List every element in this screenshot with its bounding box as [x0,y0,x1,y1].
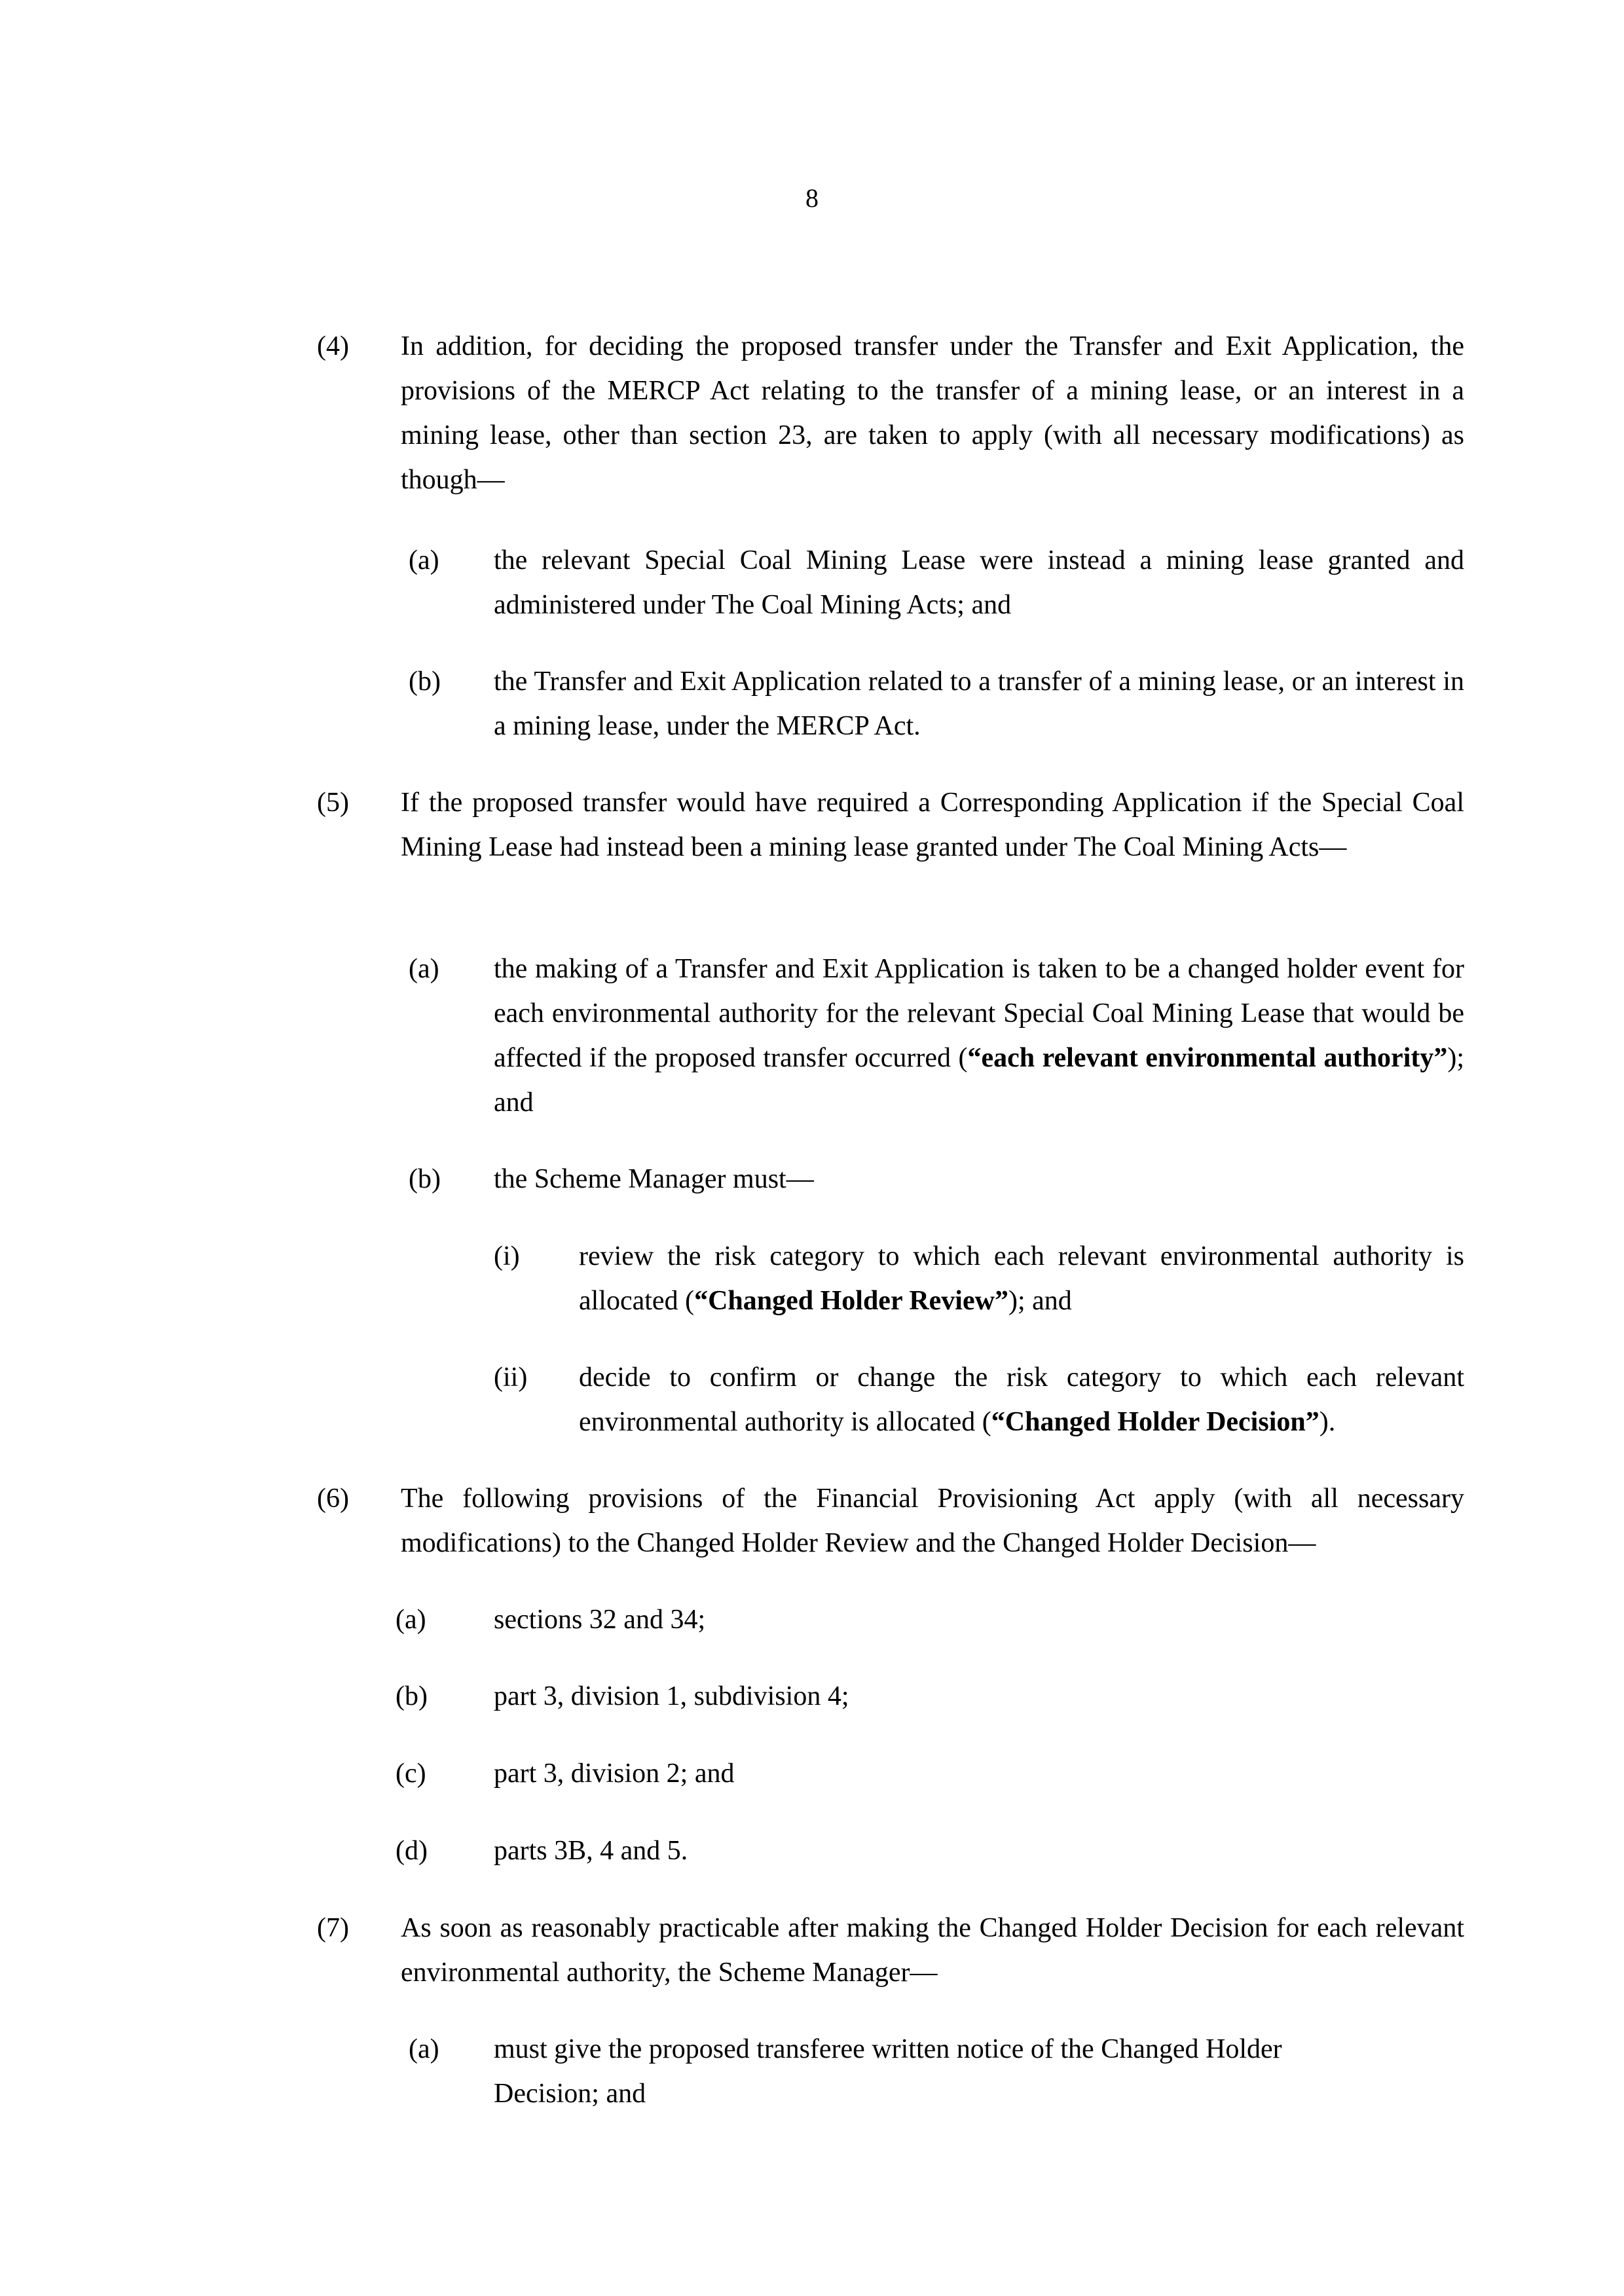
subsection-5-label: (5) [317,788,349,818]
subsection-6-d-label: (d) [396,1836,428,1866]
subsection-6-text: The following provisions of the Financial Provisioning Act apply (with all necessary modifications) to the Changed Holder Review and the Changed Holder Decision— [401,1484,1464,1558]
subsection-5-b-ii-label: (ii) [494,1362,528,1393]
subsection-7-label: (7) [317,1913,349,1943]
subsection-5-a-label: (a) [409,954,439,984]
subsection-6-a-text: sections 32 and 34; [494,1605,706,1635]
subsection-7-a-text: must give the proposed transferee written notice of the Changed Holder Decision; and [494,2034,1282,2109]
subsection-4-label: (4) [317,331,349,361]
subsection-5-b-text: the Scheme Manager must— [494,1164,814,1194]
subsection-6-label: (6) [317,1484,349,1514]
text-run: review the risk category to which each relevant environmental authority is allocated ( [579,1241,1464,1316]
text-run: ); and [1008,1286,1072,1316]
text-run: the making of a Transfer and Exit Application is taken to be a changed holder event for each environmental authority for the relevant Special Coal Mining Lease that would be affected if the proposed transfer occurred ( [494,954,1464,1073]
subsection-4-a-label: (a) [409,545,439,575]
subsection-7-text: As soon as reasonably practicable after making the Changed Holder Decision for each relevant environmental authority, the Scheme Manager— [401,1913,1464,1988]
subsection-5-text: If the proposed transfer would have required a Corresponding Application if the Special Coal Mining Lease had instead been a mining lease granted under The Coal Mining Acts— [401,788,1464,862]
defined-term-changed-holder-decision: “Changed Holder Decision” [991,1407,1320,1437]
subsection-6-d-text: parts 3B, 4 and 5. [494,1836,688,1866]
text-run: decide to confirm or change the risk category to which each relevant environmental authority is allocated ( [579,1362,1464,1437]
page-number: 8 [805,183,819,213]
subsection-5-a-text [494,947,1464,1125]
subsection-4-text: In addition, for deciding the proposed transfer under the Transfer and Exit Application, the provisions of the MERCP Act relating to the transfer of a mining lease, or an interest in a mining lease, other than section 23, are taken to apply (with all necessary modifications) as though— [401,331,1464,495]
defined-term-each-relevant-environmental-authority: “each relevant environmental authority” [967,1043,1448,1073]
subsection-6-a-label: (a) [396,1605,426,1635]
subsection-6-b-label: (b) [396,1681,428,1711]
subsection-5-b-label: (b) [409,1164,441,1194]
subsection-6-c-text: part 3, division 2; and [494,1758,735,1789]
subsection-6-c-label: (c) [396,1758,426,1789]
subsection-4-b-label: (b) [409,666,441,697]
subsection-4-b-text: the Transfer and Exit Application related to a transfer of a mining lease, or an interest in a mining lease, under the MERCP Act. [494,666,1464,741]
text-run: ); and [494,1043,1465,1118]
text-run: ). [1319,1407,1336,1437]
subsection-4-a-text: the relevant Special Coal Mining Lease were instead a mining lease granted and administered under The Coal Mining Acts; and [494,545,1464,620]
subsection-5-b-i-label: (i) [494,1241,520,1271]
subsection-5-b-i-text [579,1234,1464,1323]
subsection-6-b-text: part 3, division 1, subdivision 4; [494,1681,849,1711]
defined-term-changed-holder-review: “Changed Holder Review” [694,1286,1008,1316]
subsection-5-b-ii-text [579,1355,1464,1444]
subsection-7-a-label: (a) [409,2034,439,2064]
